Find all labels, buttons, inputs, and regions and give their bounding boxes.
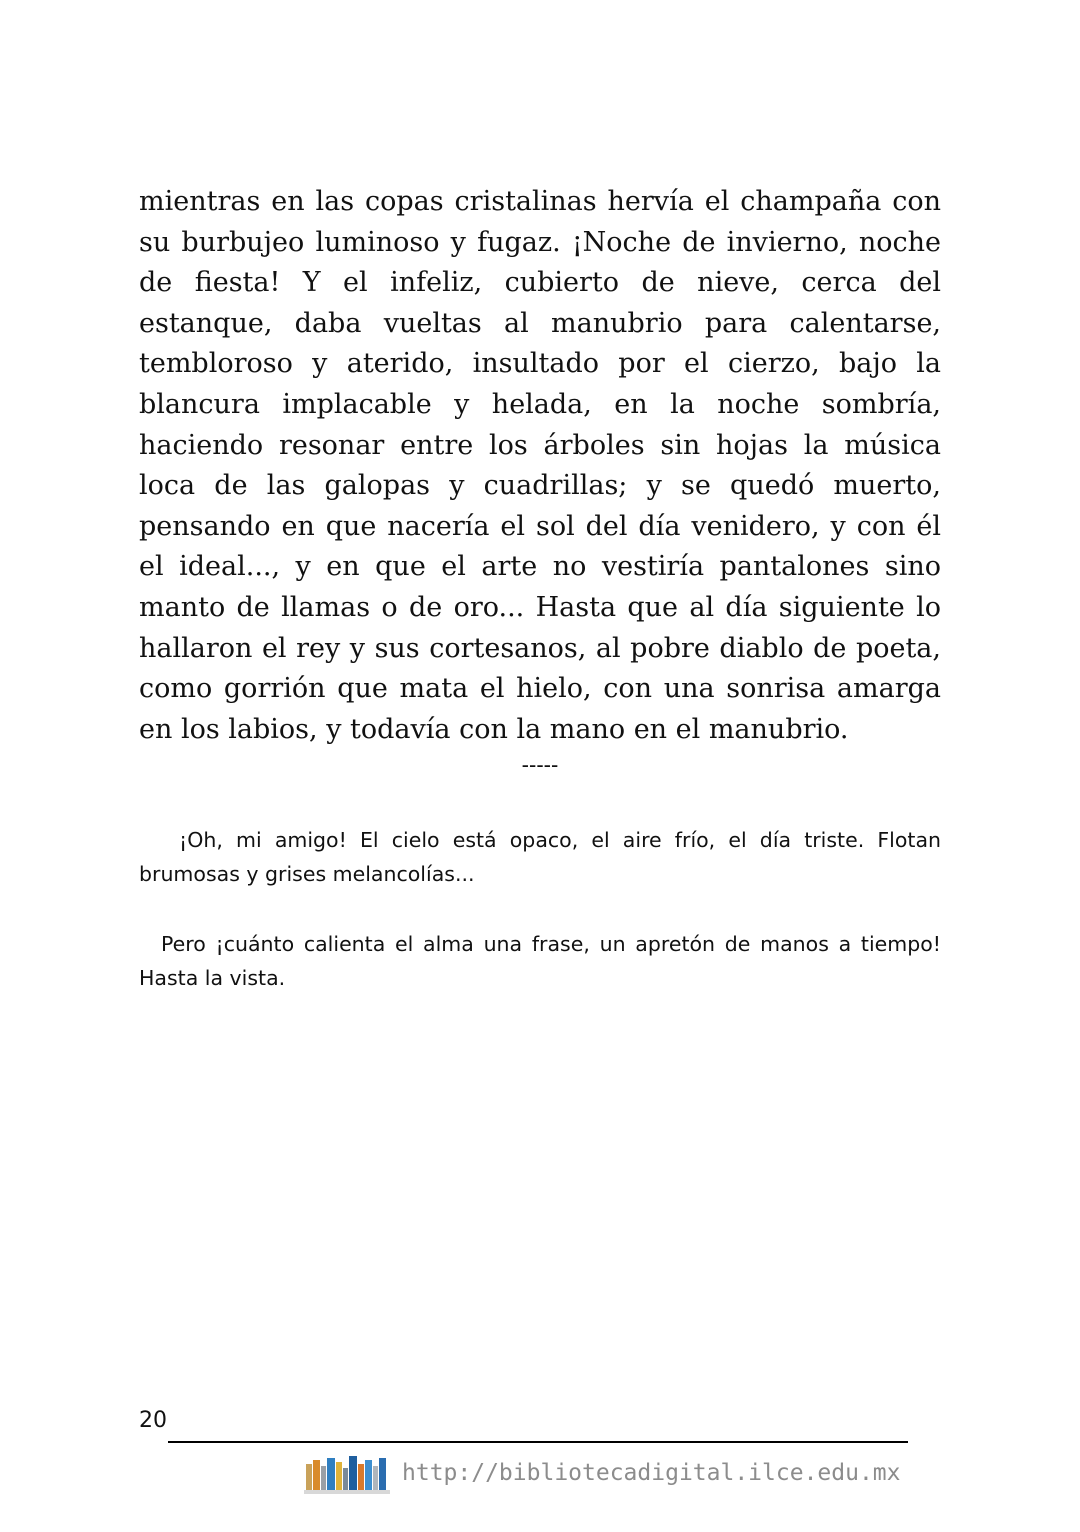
- letter-paragraph-text: Pero ¡cuánto calienta el alma una frase, un apretón de manos a tiempo! Hasta la vista.: [139, 932, 941, 990]
- letter-paragraph: [139, 927, 941, 995]
- page-number: 20: [139, 1408, 167, 1433]
- letter-paragraph-text: ¡Oh, mi amigo! El cielo está opaco, el aire frío, el día triste. Flotan brumosas y grises melancolías...: [139, 828, 941, 886]
- footer-divider: [168, 1441, 908, 1443]
- books-logo-icon: [304, 1450, 394, 1496]
- body-paragraph: mientras en las copas cristalinas hervía el champaña con su burbujeo luminoso y fugaz. ¡Noche de invierno, noche de fiesta! Y el infeliz, cubierto de nieve, cerca del estanque, daba vueltas al manubrio para calentarse, tembloroso y aterido, insultado por el cierzo, bajo la blancura implacable y helada, en la noche sombría, haciendo resonar entre los árboles sin hojas la música loca de las galopas y cuadrillas; y se quedó muerto, pensando en que nacería el sol del día venidero, y con él el ideal..., y en que el arte no vestiría pantalones sino manto de llamas o de oro... Hasta que al día siguiente lo hallaron el rey y sus cortesanos, al pobre diablo de poeta, como gorrión que mata el hielo, con una sonrisa amarga en los labios, y todavía con la mano en el manubrio.: [139, 186, 941, 745]
- footer-url-link[interactable]: http://bibliotecadigital.ilce.edu.mx: [402, 1460, 901, 1486]
- section-separator: -----: [521, 752, 559, 777]
- letter-paragraph: [139, 823, 941, 891]
